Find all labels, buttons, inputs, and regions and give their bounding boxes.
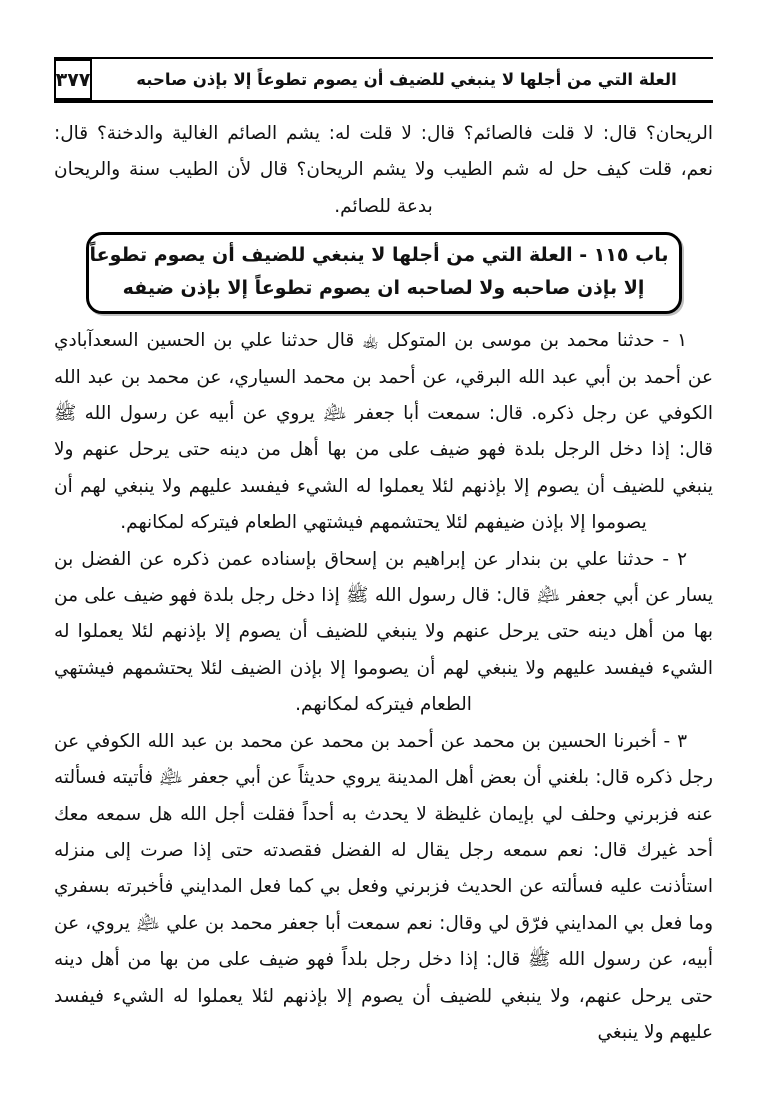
page-number-box bbox=[54, 59, 92, 100]
hadith-paragraph-1: ١ - حدثنا محمد بن موسى بن المتوكل ﵀ قال حدثنا علي بن الحسين السعدآبادي عن أحمد بن أبي عبد الله البرقي، عن أحمد بن محمد السياري، عن محمد بن عبد الله الكوفي عن رجل ذكره. قال: سمعت أبا جعفر ﵇ يروي عن أبيه عن رسول الله ﷺ قال: إذا دخل الرجل بلدة فهو ضيف على من بها أهل من دينه حتى يرحل عنهم ولا ينبغي للضيف أن يصوم إلا بإذنهم لئلا يعملوا له الشيء فيفسد عليهم ولا ينبغي لهم أن يصوموا إلا بإذن ضيفهم لئلا يحتشمهم فيشتهي الطعام فيتركه لمكانهم. bbox=[54, 330, 713, 534]
chapter-heading-line-2: إلا بإذن صاحبه ولا لصاحبه ان يصوم تطوعاً إلا بإذن ضيفه bbox=[122, 277, 645, 300]
chapter-heading-line-1: باب ١١٥ - العلة التي من أجلها لا ينبغي للضيف أن يصوم تطوعاً bbox=[89, 244, 669, 267]
hadith-paragraph-3: ٣ - أخبرنا الحسين بن محمد عن أحمد بن محمد عن محمد بن عبد الله الكوفي عن رجل ذكره قال: بلغني أن بعض أهل المدينة يروي حديثاً عن أبي جعفر ﵇ فأتيته فسألته عنه فزبرني وحلف لي بإيمان غليظة لا يحدث به أحداً فقلت أجل الله هل سمعه معك أحد غيرك قال: نعم سمعه رجل يقال له الفضل فقصدته حتى إذا صرت إلى منزله استأذنت عليه فسألته عن الحديث فزبرني وفعل بي كما فعل المدايني فأخبرته بسفري وما فعل بي المدايني فرّق لي وقال: نعم سمعت أبا جعفر محمد بن علي ﵇ يروي، عن أبيه، عن رسول الله ﷺ قال: إذا دخل رجل بلداً فهو ضيف على من بها من أهل دينه حتى يرحل عنهم، ولا ينبغي للضيف أن يصوم إلا بإذنهم لئلا يعملوا له الشيء فيفسد عليهم ولا ينبغي bbox=[54, 730, 713, 1043]
running-header-title: العلة التي من أجلها لا ينبغي للضيف أن يصوم تطوعاً إلا بإذن صاحبه bbox=[136, 70, 677, 89]
continuation-paragraph: الريحان؟ قال: لا قلت فالصائم؟ قال: لا قلت له: يشم الصائم الغالية والدخنة؟ قال: نعم، قلت كيف حل له شم الطيب ولا يشم الريحان؟ قال لأن الطيب سنة والريحان بدعة للصائم. bbox=[54, 123, 713, 217]
chapter-heading-box bbox=[86, 232, 682, 314]
hadith-paragraph-2: ٢ - حدثنا علي بن بندار عن إبراهيم بن إسحاق بإسناده عمن ذكره عن الفضل بن يسار عن أبي جعفر ﵇ قال: قال رسول الله ﷺ إذا دخل رجل بلدة فهو ضيف على من بها من أهل دينه حتى يرحل عنهم ولا ينبغي للضيف أن يصوم إلا بإذنهم لئلا يعملوا له الشيء فيفسد عليهم ولا ينبغي لهم أن يصوموا إلا بإذن الضيف لئلا يحتشمهم فيشتهي الطعام فيتركه لمكانهم. bbox=[54, 548, 713, 716]
page-number: ٣٧٧ bbox=[55, 68, 91, 91]
page-header bbox=[54, 57, 713, 103]
page-body bbox=[54, 116, 713, 1051]
